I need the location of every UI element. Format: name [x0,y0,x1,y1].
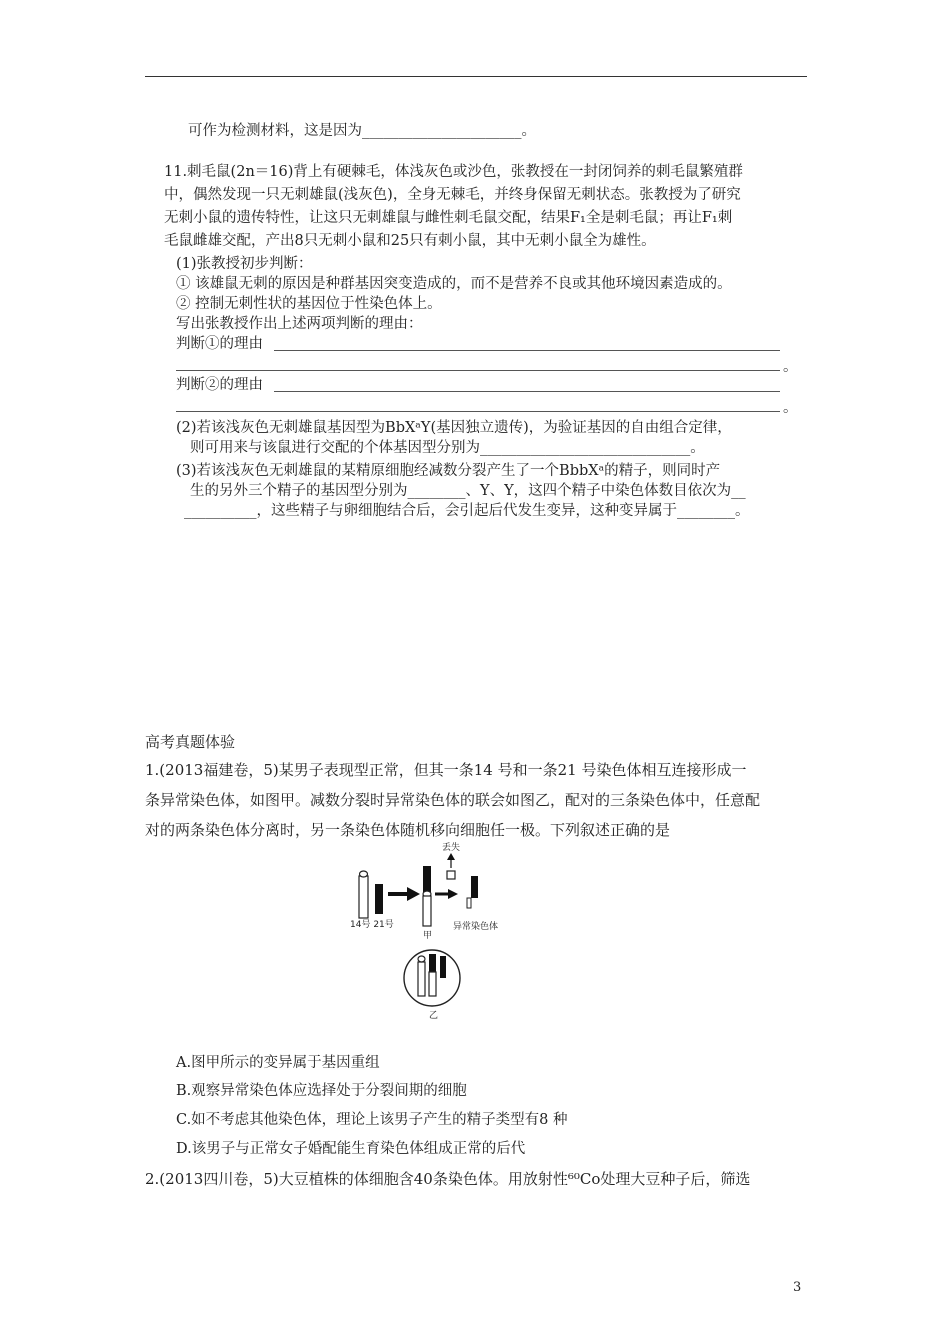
reason1-end: 。 [783,359,798,375]
q11-judge-1: ① 该雄鼠无刺的原因是种群基因突变造成的，而不是营养不良或其他环境因素造成的。 [176,276,732,292]
reason2-label: 判断②的理由 [176,377,263,393]
chromosome-21 [375,884,383,914]
reason2-line-a[interactable] [274,391,780,392]
q11-reason-prompt: 写出张教授作出上述两项判断的理由： [176,316,423,332]
jia-label: 甲 [423,931,433,941]
reason1-line-a[interactable] [274,350,780,351]
q11-line-1: 11.刺毛鼠(2n＝16)背上有硬棘毛，体浅灰色或沙色，张教授在一封闭饲养的刺毛鼠繁殖群 [164,164,743,180]
q1-line-3: 对的两条染色体分离时，另一条染色体随机移向细胞任一极。下列叙述正确的是 [145,821,671,839]
q11-line-4: 毛鼠雌雄交配，产出8只无刺小鼠和25只有刺小鼠，其中无刺小鼠全为雄性。 [164,233,656,249]
q11-part3-line-3: __________，这些精子与卵细胞结合后，会引起后代发生变异，这种变异属于________。 [184,503,750,519]
option-b[interactable]: B.观察异常染色体应选择处于分裂间期的细胞 [176,1083,467,1099]
q11-part3-line-1: (3)若该浅灰色无刺雄鼠的某精原细胞经减数分裂产生了一个BbbXᵃ的精子，则同时产 [176,463,721,479]
arrow-right-2 [435,889,458,899]
option-d[interactable]: D.该男子与正常女子婚配能生育染色体组成正常的后代 [176,1141,526,1157]
lost-fragment [447,853,455,879]
q11-part1-title: (1)张教授初步判断： [176,256,313,272]
chromosome-14 [359,871,368,918]
q11-part2-line-2: 则可用来与该鼠进行交配的个体基因型分别为_____________________________。 [190,440,705,456]
abnormal-chromosome [467,876,478,908]
option-a[interactable]: A.图甲所示的变异属于基因重组 [176,1055,380,1071]
q11-part3-line-2: 生的另外三个精子的基因型分别为________、Y、Y，这四个精子中染色体数目依次为__ [190,483,746,499]
abnormal-label: 异常染色体 [453,922,499,932]
q2-line-1: 2.(2013四川卷，5)大豆植株的体细胞含40条染色体。用放射性⁶⁰Co处理大豆种子后，筛选 [145,1170,751,1188]
q11-line-3: 无刺小鼠的遗传特性，让这只无刺雄鼠与雌性刺毛鼠交配，结果F₁全是刺毛鼠；再让F₁刺 [164,210,733,226]
cell-yi [404,950,460,1006]
fused-chromosome [423,866,431,926]
chromosome-14-21-label: 14号 21号 [350,920,394,930]
q11-judge-2: ② 控制无刺性状的基因位于性染色体上。 [176,296,442,312]
chromosome-figure [330,838,550,1023]
q10-tail: 可作为检测材料，这是因为______________________。 [188,123,536,139]
arrow-right-1 [388,887,420,901]
yi-label: 乙 [429,1011,439,1021]
section-title: 高考真题体验 [145,733,236,751]
q1-line-1: 1.(2013福建卷，5)某男子表现型正常，但其一条14 号和一条21 号染色体相互连接形成一 [145,761,747,779]
reason1-line-b[interactable] [176,370,780,371]
lost-label: 丢失 [442,843,461,853]
q1-line-2: 条异常染色体，如图甲。减数分裂时异常染色体的联会如图乙，配对的三条染色体中，任意配 [145,791,761,809]
q11-line-2: 中，偶然发现一只无刺雄鼠(浅灰色)，全身无棘毛，并终身保留无刺状态。张教授为了研究 [164,187,741,203]
page-number: 3 [793,1280,802,1295]
reason2-line-b[interactable] [176,411,780,412]
reason2-end: 。 [783,400,798,416]
header-rule [145,76,807,77]
q11-part2-line-1: (2)若该浅灰色无刺雄鼠基因型为BbXᵃY(基因独立遗传)，为验证基因的自由组合定律， [176,420,732,436]
reason1-label: 判断①的理由 [176,336,263,352]
option-c[interactable]: C.如不考虑其他染色体，理论上该男子产生的精子类型有8 种 [176,1112,568,1128]
